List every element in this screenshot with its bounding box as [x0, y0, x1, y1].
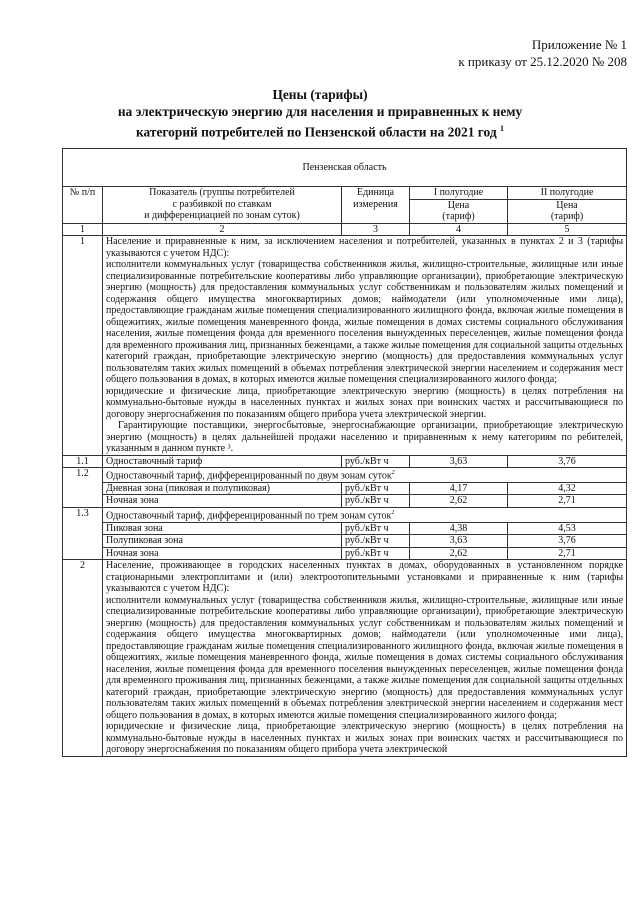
tariff-unit: руб./кВт ч [342, 495, 410, 508]
table-row [63, 507, 627, 522]
row-number: 1 [63, 236, 103, 456]
tariff-value-h2: 3,76 [508, 535, 627, 548]
tariff-value-h2: 2,71 [508, 547, 627, 560]
table-row [63, 455, 627, 468]
tariff-unit: руб./кВт ч [342, 547, 410, 560]
description-paragraph: юридические и физические лица, приобретающие электрическую энергию (мощность) в целях потребления на коммунально-бытовые нужды в населенных пунктах и жилых зонах при воинских частях и рассчитывающиеся по договору энергоснабжения по показаниям общего прибора учета электрической энергии. [106, 385, 624, 420]
header-indicator-line-1: Показатель (группы потребителей [149, 187, 295, 198]
tariff-value-h1: 3,63 [410, 535, 508, 548]
column-number: 1 [63, 223, 103, 236]
tariff-unit: руб./кВт ч [342, 455, 410, 468]
region-row [63, 149, 627, 187]
row-number: 1.2 [63, 468, 103, 508]
column-number: 5 [508, 223, 627, 236]
tariff-unit: руб./кВт ч [342, 482, 410, 495]
title-line-2: на электрическую энергию для населения и приравненных к нему [117, 104, 523, 119]
tariff-value-h1: 3,63 [410, 455, 508, 468]
tariff-value-h2: 4,53 [508, 522, 627, 535]
row-description [103, 236, 627, 456]
region-name: Пензенская область [63, 149, 627, 187]
header-indicator-line-3: и дифференциацией по зонам суток) [144, 210, 300, 221]
header-price-2 [508, 199, 627, 223]
header-num: № п/п [63, 187, 103, 224]
table-row [63, 482, 627, 495]
header-unit [342, 187, 410, 224]
description-paragraph: Население, проживающее в городских населенных пунктах в домах, оборудованных в установленном порядке стационарными электроплитами и (или) электроотопительными установками и приравненные к ним (тарифы указываются с учетом НДС): [106, 560, 624, 595]
tariff-unit: руб./кВт ч [342, 535, 410, 548]
order-reference: к приказу от 25.12.2020 № 208 [458, 54, 627, 69]
column-number: 3 [342, 223, 410, 236]
tariff-group-text: Одноставочный тариф, дифференцированный по трем зонам суток [106, 510, 392, 522]
title-line-3 [20, 120, 620, 140]
tariff-table [62, 148, 627, 757]
table-row [63, 236, 627, 456]
tariff-label: Ночная зона [103, 495, 342, 508]
footnote-mark: 2 [391, 509, 395, 516]
table-row [63, 522, 627, 535]
column-numbers-row [63, 223, 627, 236]
description-paragraph: юридические и физические лица, приобретающие электрическую энергию (мощность) в целях потребления на коммунально-бытовые нужды в населенных пунктах и жилых зонах при воинских частях и рассчитывающиеся по договору энергоснабжения по показаниям общего прибора учета электрической [106, 721, 624, 756]
header-unit-line-2: измерения [353, 198, 398, 210]
header-row [63, 187, 627, 200]
tariff-label: Ночная зона [103, 547, 342, 560]
title-line-3-text: категорий потребителей по Пензенской области на 2021 год [136, 124, 497, 140]
table-row [63, 560, 627, 757]
tariff-value-h2: 4,32 [508, 482, 627, 495]
column-number: 4 [410, 223, 508, 236]
tariff-label: Пиковая зона [103, 522, 342, 535]
row-number: 2 [63, 560, 103, 757]
tariff-label: Дневная зона (пиковая и полупиковая) [103, 482, 342, 495]
header-indicator-line-2: с разбивкой по ставкам [172, 198, 272, 210]
tariff-label: Одноставочный тариф [103, 455, 342, 468]
appendix-number: Приложение № 1 [531, 37, 627, 52]
header-price-1-line-2: (тариф) [442, 211, 475, 222]
appendix-reference [458, 36, 627, 70]
tariff-value-h1: 2,62 [410, 547, 508, 560]
document-title [20, 86, 620, 140]
row-description [103, 560, 627, 757]
header-unit-line-1: Единица [356, 187, 395, 198]
header-price-2-line-1: Цена [556, 199, 578, 211]
header-price-2-line-2: (тариф) [550, 211, 584, 222]
tariff-group-label [103, 468, 627, 483]
table-row [63, 535, 627, 548]
title-footnote-mark: 1 [499, 124, 504, 133]
table-row [63, 468, 627, 483]
tariff-label: Полупиковая зона [103, 535, 342, 548]
row-number: 1.1 [63, 455, 103, 468]
tariff-value-h1: 4,38 [410, 522, 508, 535]
header-indicator [103, 187, 342, 224]
description-paragraph: Гарантирующие поставщики, энергосбытовые, энергоснабжающие организации, приобретающие электрическую энергию (мощность) в целях дальнейшей продажи населению и приравненным к нему категориям по ребителей, указанным в данном пункте ³. [106, 420, 624, 454]
header-price-1 [410, 199, 508, 223]
table-row [63, 547, 627, 560]
footnote-mark: 2 [391, 470, 395, 476]
header-price-1-line-1: Цена [447, 199, 470, 211]
tariff-value-h1: 2,62 [410, 495, 508, 508]
tariff-value-h1: 4,17 [410, 482, 508, 495]
description-paragraph: исполнители коммунальных услуг (товарищества собственников жилья, жилищно-строительные, жилищные или иные специализированные потребительские кооперативы либо управляющие организации), приобретающие электрическую энергию (мощность) для предоставления коммунальных услуг собственникам и пользователям жилых помещений и содержания общего имущества многоквартирных домов; наймодатели (или уполномоченные ими лица), предоставляющие гражданам жилые помещения специализированного жилищного фонда, включая жилые помещения в общежитиях, жилые помещения маневренного фонда, жилые помещения в домах системы социального обслуживания населения, жилые помещения фонда для временного поселения вынужденных переселенцев, жилые помещения фонда для временного проживания лиц, признанных беженцами, а также жилые помещения для социальной защиты отдельных категорий граждан, приобретающие электрическую энергию (мощность) для предоставления коммунальных услуг пользователям таких жилых помещений в объемах потребления электрической энергии населением и содержания мест общего пользования в домах, в которых имеются жилые помещения специализированного жилого фонда; [106, 259, 624, 385]
tariff-value-h2: 2,71 [508, 495, 627, 508]
header-half-1: I полугодие [410, 187, 508, 200]
table-row [63, 495, 627, 508]
tariff-value-h2: 3,76 [508, 455, 627, 468]
row-number: 1.3 [63, 507, 103, 559]
tariff-group-text: Одноставочный тариф, дифференцированный по двум зонам суток [106, 470, 392, 482]
title-line-1: Цены (тарифы) [272, 87, 368, 102]
description-paragraph: исполнители коммунальных услуг (товарищества собственников жилья, жилищно-строительные, жилищные или иные специализированные потребительские кооперативы либо управляющие организации), приобретающие электрическую энергию (мощность) для предоставления коммунальных услуг собственникам и пользователям жилых помещений и содержания общего имущества многоквартирных домов; наймодатели (или уполномоченные ими лица), предоставляющие гражданам жилые помещения специализированного жилищного фонда, включая жилые помещения в общежитиях, жилые помещения маневренного фонда, жилые помещения в домах системы социального обслуживания населения, жилые помещения фонда для временного поселения вынужденных переселенцев, жилые помещения фонда для временного проживания лиц, признанных беженцами, а также жилые помещения для социальной защиты отдельных категорий граждан, приобретающие электрическую энергию (мощность) для предоставления коммунальных услуг пользователям таких жилых помещений в объемах потребления электрической энергии населением и содержания мест общего пользования в домах, в которых имеются жилые помещения специализированного жилого фонда; [106, 594, 624, 721]
tariff-group-label [103, 507, 627, 522]
column-number: 2 [103, 223, 342, 236]
header-half-2: II полугодие [508, 187, 627, 200]
description-paragraph: Население и приравненные к ним, за исключением населения и потребителей, указанных в пунктах 2 и 3 (тарифы указываются с учетом НДС): [106, 236, 624, 259]
tariff-unit: руб./кВт ч [342, 522, 410, 535]
